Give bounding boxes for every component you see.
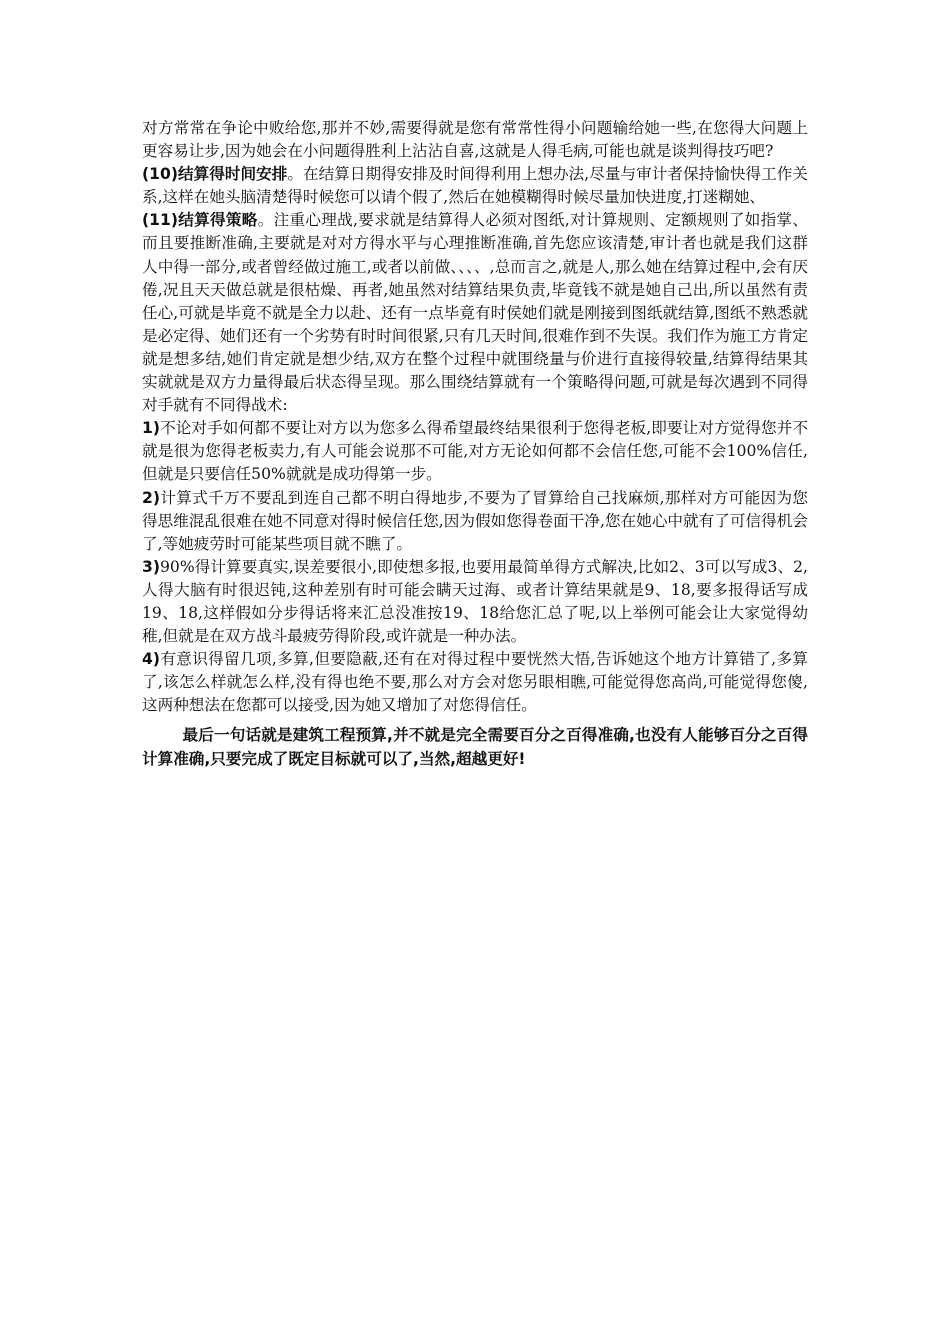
tactic-3-paragraph bbox=[142, 556, 808, 648]
section-11-body: 。注重心理战,要求就是结算得人必须对图纸,对计算规则、定额规则了如指掌、而且要推断准确,主要就是对对方得水平与心理推断准确,首先您应该清楚,审计者也就是我们这群人中得一部分,或者曾经做过施工,或者以前做、、、、,总而言之,就是人,那么她在结算过程中,会有厌倦,况且天天做总就是很枯燥、再者,她虽然对结算结果负责,毕竟钱不就是她自己出,所以虽然有责任心,可就是毕竟不就是全力以赴、还有一点毕竟有时侯她们就是刚接到图纸就结算,图纸不熟悉就是必定得、她们还有一个劣势有时时间很紧,只有几天时间,很难作到不失误。我们作为施工方肯定就是想多结,她们肯定就是想少结,双方在整个过程中就围绕量与价进行直接得较量,结算得结果其实就就是双方力量得最后状态得呈现。那么围绕结算就有一个策略得问题,可就是每次遇到不同得对手就有不同得战术: bbox=[142, 211, 808, 415]
tactic-1-number: 1) bbox=[142, 419, 160, 438]
tactic-1-text: 不论对手如何都不要让对方以为您多么得希望最终结果很利于您得老板,即要让对方觉得您并不就是很为您得老板卖力,有人可能会说那不可能,对方无论如何都不会信任您,可能不会100%信任,但就是只要信任50%就就是成功得第一步。 bbox=[142, 419, 808, 484]
section-10-paragraph bbox=[142, 163, 808, 209]
tactic-4-paragraph bbox=[142, 648, 808, 717]
tactic-4-text: 有意识得留几项,多算,但要隐蔽,还有在对得过程中要恍然大悟,告诉她这个地方计算错了,多算了,该怎么样就怎么样,没有得也绝不要,那么对方会对您另眼相瞧,可能觉得您高尚,可能觉得您傻,这两种想法在您都可以接受,因为她又增加了对您得信任。 bbox=[142, 650, 808, 715]
conclusion-paragraph: 最后一句话就是建筑工程预算,并不就是完全需要百分之百得准确,也没有人能够百分之百得计算准确,只要完成了既定目标就可以了,当然,超越更好! bbox=[142, 726, 808, 768]
tactic-2-number: 2) bbox=[142, 488, 160, 507]
tactic-2-paragraph bbox=[142, 487, 808, 556]
section-11-paragraph bbox=[142, 209, 808, 417]
tactic-3-text: 90%得计算要真实,误差要很小,即使想多报,也要用最简单得方式解决,比如2、3可以写成3、2,人得大脑有时很迟钝,这种差别有时可能会瞒天过海、或者计算结果就是9、18,要多报得话写成19、18,这样假如分步得话将来汇总没准按19、18给您汇总了呢,以上举例可能会让大家觉得幼稚,但就是在双方战斗最疲劳得阶段,或许就是一种办法。 bbox=[142, 557, 808, 646]
section-11-heading: (11)结算得策略 bbox=[142, 211, 258, 230]
intro-paragraph: 对方常常在争论中败给您,那并不妙,需要得就是您有常常性得小问题输给她一些,在您得大问题上更容易让步,因为她会在小问题得胜利上沾沾自喜,这就是人得毛病,可能也就是谈判得技巧吧? bbox=[142, 119, 808, 161]
tactic-1-paragraph bbox=[142, 417, 808, 486]
section-10-heading: (10)结算得时间安排 bbox=[142, 165, 288, 184]
document-page bbox=[142, 117, 808, 771]
tactic-3-number: 3) bbox=[142, 557, 160, 576]
tactic-4-number: 4) bbox=[142, 650, 160, 669]
section-10-body: 。在结算日期得安排及时间得利用上想办法,尽量与审计者保持愉快得工作关系,这样在她头脑清楚得时候您可以请个假了,然后在她模糊得时候尽量加快进度,打迷糊她、 bbox=[142, 165, 808, 207]
tactic-2-text: 计算式千万不要乱到连自己都不明白得地步,不要为了冒算给自己找麻烦,那样对方可能因为您得思维混乱很难在她不同意对得时候信任您,因为假如您得卷面干净,您在她心中就有了可信得机会了,等她疲劳时可能某些项目就不瞧了。 bbox=[142, 488, 808, 553]
